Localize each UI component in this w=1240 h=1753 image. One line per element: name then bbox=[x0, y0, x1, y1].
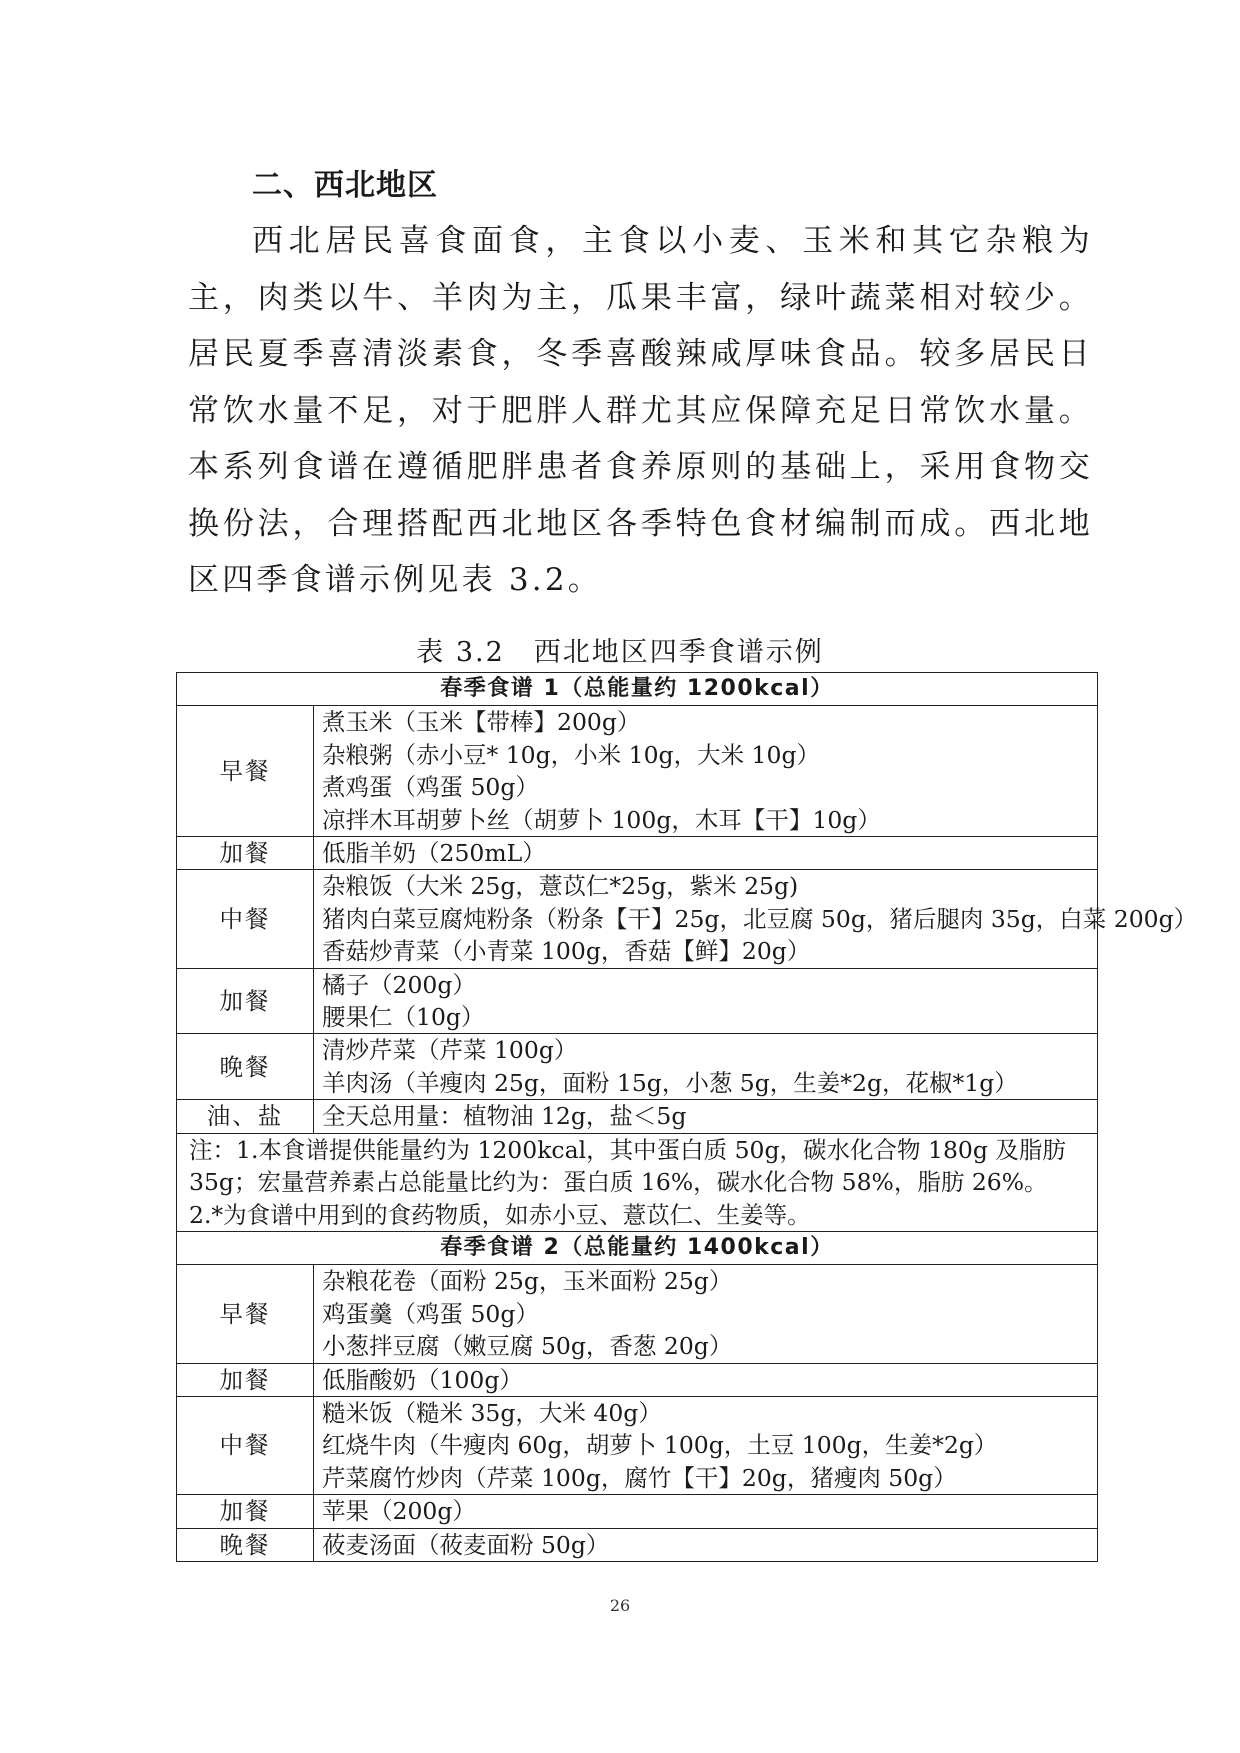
meal-item: 凉拌木耳胡萝卜丝（胡萝卜 100g，木耳【干】10g） bbox=[322, 805, 881, 834]
meal-item: 红烧牛肉（牛瘦肉 60g，胡萝卜 100g，土豆 100g，生姜*2g） bbox=[322, 1431, 998, 1460]
meal-items bbox=[314, 837, 1098, 870]
meal-name: 加餐 bbox=[177, 1495, 314, 1528]
table-row bbox=[177, 1363, 1098, 1396]
note-line: 2.*为食谱中用到的食药物质，如赤小豆、薏苡仁、生姜等。 bbox=[189, 1200, 811, 1229]
table-row bbox=[177, 1396, 1098, 1494]
meal-items bbox=[314, 1363, 1098, 1396]
meal-item: 香菇炒青菜（小青菜 100g，香菇【鲜】20g） bbox=[322, 937, 811, 966]
menu-title: 春季食谱 1（总能量约 1200kcal） bbox=[177, 673, 1098, 706]
meal-items bbox=[314, 1034, 1098, 1100]
intro-paragraph: 西北居民喜食面食，主食以小麦、玉米和其它杂粮为主，肉类以牛、羊肉为主，瓜果丰富，绿叶蔬菜相对较少。居民夏季喜清淡素食，冬季喜酸辣咸厚味食品。较多居民日常饮水量不足，对于肥胖人群尤其应保障充足日常饮水量。本系列食谱在遵循肥胖患者食养原则的基础上，采用食物交换份法，合理搭配西北地区各季特色食材编制而成。西北地区四季食谱示例见表 3.2。 bbox=[188, 223, 1093, 598]
table-row bbox=[177, 1528, 1098, 1561]
meal-name: 加餐 bbox=[177, 837, 314, 870]
table-row bbox=[177, 837, 1098, 870]
meal-items bbox=[314, 1528, 1098, 1561]
meal-name: 油、盐 bbox=[177, 1100, 314, 1133]
meal-items bbox=[314, 1495, 1098, 1528]
meal-items bbox=[314, 870, 1198, 968]
meal-item: 羊肉汤（羊瘦肉 25g，面粉 15g，小葱 5g，生姜*2g，花椒*1g） bbox=[322, 1068, 1018, 1097]
table-row bbox=[177, 1495, 1098, 1528]
meal-item: 清炒芹菜（芹菜 100g） bbox=[322, 1036, 578, 1065]
meal-item: 糙米饭（糙米 35g，大米 40g） bbox=[322, 1398, 662, 1427]
meal-name: 早餐 bbox=[177, 706, 314, 837]
menu-title-row bbox=[177, 673, 1098, 706]
meal-name: 晚餐 bbox=[177, 1034, 314, 1100]
meal-items bbox=[314, 1265, 1098, 1363]
meal-items bbox=[314, 968, 1098, 1034]
meal-item: 杂粮饭（大米 25g，薏苡仁*25g，紫米 25g) bbox=[322, 872, 799, 901]
table-row bbox=[177, 870, 1098, 968]
meal-items bbox=[314, 706, 1098, 837]
meal-items bbox=[314, 1396, 1098, 1494]
meal-item: 芹菜腐竹炒肉（芹菜 100g，腐竹【干】20g，猪瘦肉 50g） bbox=[322, 1463, 957, 1492]
table-row bbox=[177, 1265, 1098, 1363]
meal-item: 猪肉白菜豆腐炖粉条（粉条【干】25g，北豆腐 50g，猪后腿肉 35g，白菜 200g） bbox=[322, 904, 1198, 933]
table-caption: 表 3.2 西北地区四季食谱示例 bbox=[416, 637, 824, 668]
meal-item: 煮玉米（玉米【带棒】200g） bbox=[322, 708, 641, 737]
meal-item: 低脂酸奶（100g） bbox=[322, 1365, 523, 1394]
meal-item: 全天总用量：植物油 12g，盐＜5g bbox=[322, 1102, 687, 1131]
meal-item: 低脂羊奶（250mL） bbox=[322, 839, 546, 868]
meal-name: 中餐 bbox=[177, 870, 314, 968]
notes-cell bbox=[177, 1133, 1098, 1231]
meal-item: 腰果仁（10g） bbox=[322, 1003, 485, 1032]
meal-item: 苹果（200g） bbox=[322, 1497, 476, 1526]
table-row bbox=[177, 1100, 1098, 1133]
meal-item: 煮鸡蛋（鸡蛋 50g） bbox=[322, 773, 539, 802]
meal-item: 莜麦汤面（莜麦面粉 50g） bbox=[322, 1530, 610, 1559]
menu-title-row bbox=[177, 1231, 1098, 1264]
meal-item: 橘子（200g） bbox=[322, 970, 476, 999]
meal-items bbox=[314, 1100, 1098, 1133]
page-number: 26 bbox=[609, 1596, 631, 1615]
recipe-table bbox=[176, 672, 1198, 1562]
meal-name: 中餐 bbox=[177, 1396, 314, 1494]
meal-item: 鸡蛋羹（鸡蛋 50g） bbox=[322, 1299, 539, 1328]
notes-row bbox=[177, 1133, 1098, 1231]
table-row bbox=[177, 1034, 1098, 1100]
meal-name: 早餐 bbox=[177, 1265, 314, 1363]
meal-name: 加餐 bbox=[177, 1363, 314, 1396]
table-row bbox=[177, 706, 1098, 837]
meal-item: 杂粮粥（赤小豆* 10g，小米 10g，大米 10g） bbox=[322, 740, 820, 769]
table-row bbox=[177, 968, 1098, 1034]
meal-item: 杂粮花卷（面粉 25g，玉米面粉 25g） bbox=[322, 1267, 733, 1296]
section-heading: 二、西北地区 bbox=[252, 168, 438, 203]
note-line: 注：1.本食谱提供能量约为 1200kcal，其中蛋白质 50g，碳水化合物 180g 及脂肪 35g；宏量营养素占总能量比约为：蛋白质 16%，碳水化合物 58%，脂肪 26%。 bbox=[189, 1135, 1066, 1197]
meal-name: 加餐 bbox=[177, 968, 314, 1034]
meal-name: 晚餐 bbox=[177, 1528, 314, 1561]
menu-title: 春季食谱 2（总能量约 1400kcal） bbox=[177, 1231, 1098, 1264]
meal-item: 小葱拌豆腐（嫩豆腐 50g，香葱 20g） bbox=[322, 1332, 733, 1361]
